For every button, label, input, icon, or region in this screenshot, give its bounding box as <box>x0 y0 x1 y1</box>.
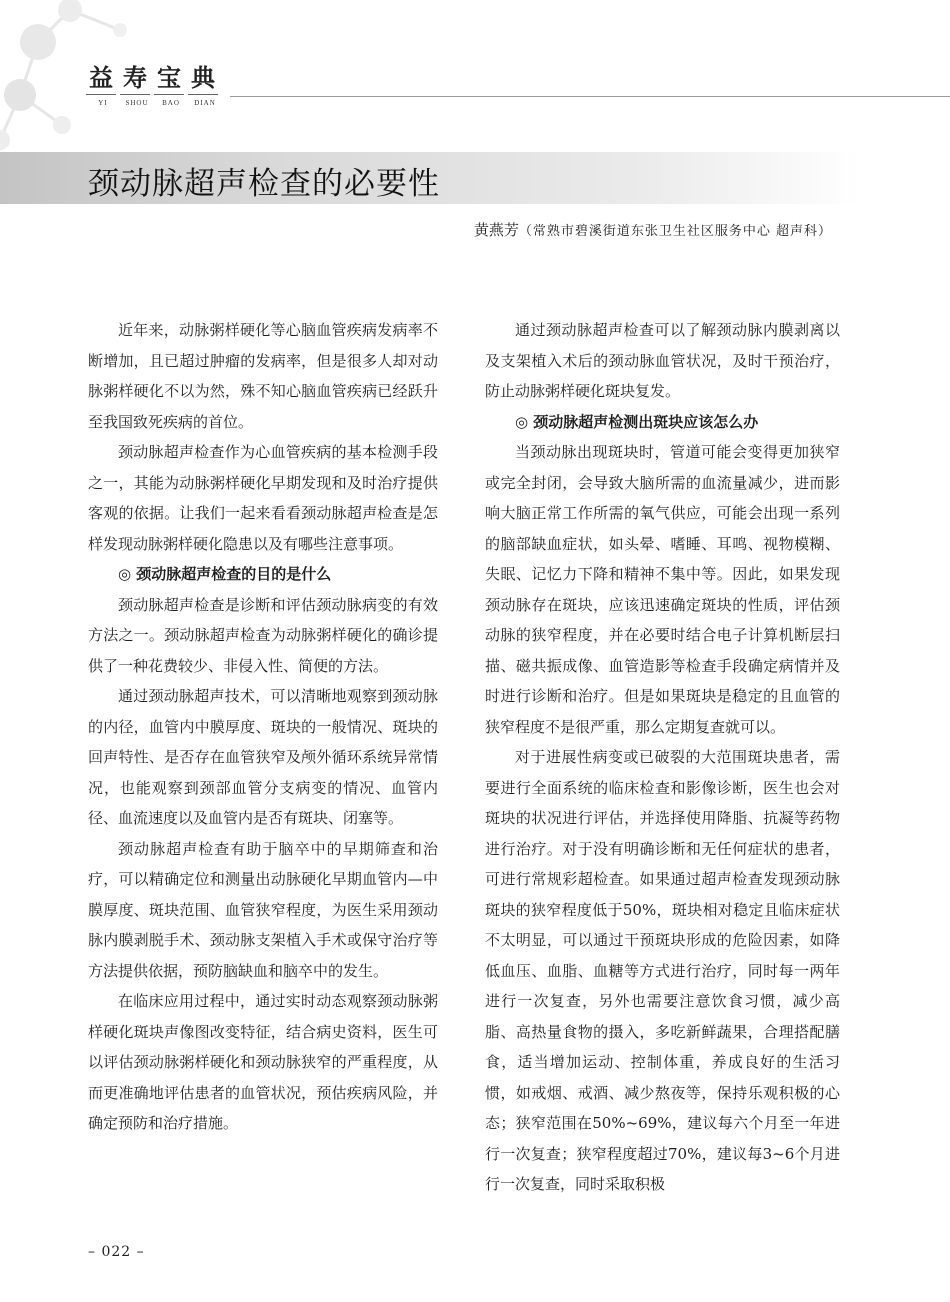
paragraph: 通过颈动脉超声技术，可以清晰地观察到颈动脉的内径，血管内中膜厚度、斑块的一般情况、斑块的回声特性、是否存在血管狭窄及颅外循环系统异常情况，也能观察到颈部血管分支病变的情况、血管内径、血流速度以及血管内是否有斑块、闭塞等。 <box>88 687 438 827</box>
brand-char: 典 <box>188 62 218 95</box>
right-column <box>485 315 840 1200</box>
brand-pinyin: BAO <box>162 99 180 107</box>
brand-pinyin: DIAN <box>194 99 216 107</box>
paragraph: 近年来，动脉粥样硬化等心脑血管疾病发病率不断增加，且已超过肿瘤的发病率，但是很多人却对动脉粥样硬化不以为然，殊不知心脑血管疾病已经跃升至我国致死疾病的首位。 <box>88 321 438 431</box>
page-number: – 022 – <box>88 1244 145 1260</box>
header-rule <box>230 96 950 97</box>
brand-pinyin: YI <box>98 99 108 107</box>
section-heading: ◎ 颈动脉超声检测出斑块应该怎么办 <box>515 412 759 431</box>
paragraph: 颈动脉超声检查作为心血管疾病的基本检测手段之一，其能为动脉粥样硬化早期发现和及时治疗提供客观的依据。让我们一起来看看颈动脉超声检查是怎样发现动脉粥样硬化隐患以及有哪些注意事项。 <box>88 443 438 553</box>
brand-char: 益 <box>86 62 116 95</box>
magazine-brand <box>86 62 222 107</box>
paragraph: 颈动脉超声检查是诊断和评估颈动脉病变的有效方法之一。颈动脉超声检查为动脉粥样硬化的确诊提供了一种花费较少、非侵入性、简便的方法。 <box>88 595 438 675</box>
byline <box>474 219 832 240</box>
paragraph: 通过颈动脉超声检查可以了解颈动脉内膜剥离以及支架植入术后的颈动脉血管状况，及时干预治疗，防止动脉粥样硬化斑块复发。 <box>485 321 840 400</box>
author-affiliation: （常熟市碧溪街道东张卫生社区服务中心 超声科） <box>518 224 832 239</box>
paragraph: 对于进展性病变或已破裂的大范围斑块患者，需要进行全面系统的临床检查和影像诊断，医生也会对斑块的状况进行评估，并选择使用降脂、抗凝等药物进行治疗。对于没有明确诊断和无任何症状的患者，可进行常规彩超检查。如果通过超声检查发现颈动脉斑块的狭窄程度低于50%，斑块相对稳定且临床症状不太明显，可以通过干预斑块形成的危险因素，如降低血压、血脂、血糖等方式进行治疗，同时每一两年进行一次复查，另外也需要注意饮食习惯，减少高脂、高热量食物的摄入，多吃新鲜蔬果，合理搭配膳食，适当增加运动、控制体重，养成良好的生活习惯，如戒烟、戒酒、减少熬夜等，保持乐观积极的心态；狭窄范围在50%~69%，建议每六个月至一年进行一次复查；狭窄程度超过70%，建议每3~6个月进行一次复查，同时采取积极 <box>485 748 840 1193</box>
article-title: 颈动脉超声检查的必要性 <box>88 166 440 202</box>
left-column <box>88 315 438 1139</box>
paragraph: 当颈动脉出现斑块时，管道可能会变得更加狭窄或完全封闭，会导致大脑所需的血流量减少，进而影响大脑正常工作所需的氧气供应，可能会出现一系列的脑部缺血症状，如头晕、嗜睡、耳鸣、视物模糊、失眠、记忆力下降和精神不集中等。因此，如果发现颈动脉存在斑块，应该迅速确定斑块的性质，评估颈动脉的狭窄程度，并在必要时结合电子计算机断层扫描、磁共振成像、血管造影等检查手段确定病情并及时进行诊断和治疗。但是如果斑块是稳定的且血管的狭窄程度不是很严重，那么定期复查就可以。 <box>485 443 840 736</box>
author-name: 黄燕芳 <box>473 221 519 239</box>
brand-char: 寿 <box>120 62 150 95</box>
paragraph: 在临床应用过程中，通过实时动态观察颈动脉粥样硬化斑块声像图改变特征，结合病史资料，医生可以评估颈动脉粥样硬化和颈动脉狭窄的严重程度，从而更准确地评估患者的血管状况，预估疾病风险，并确定预防和治疗措施。 <box>88 992 438 1132</box>
brand-pinyin: SHOU <box>125 99 149 107</box>
brand-char: 宝 <box>154 62 184 95</box>
paragraph: 颈动脉超声检查有助于脑卒中的早期筛查和治疗，可以精确定位和测量出动脉硬化早期血管内—中膜厚度、斑块范围、血管狭窄程度，为医生采用颈动脉内膜剥脱手术、颈动脉支架植入手术或保守治疗等方法提供依据，预防脑缺血和脑卒中的发生。 <box>88 839 438 980</box>
section-heading: ◎ 颈动脉超声检查的目的是什么 <box>118 565 332 583</box>
